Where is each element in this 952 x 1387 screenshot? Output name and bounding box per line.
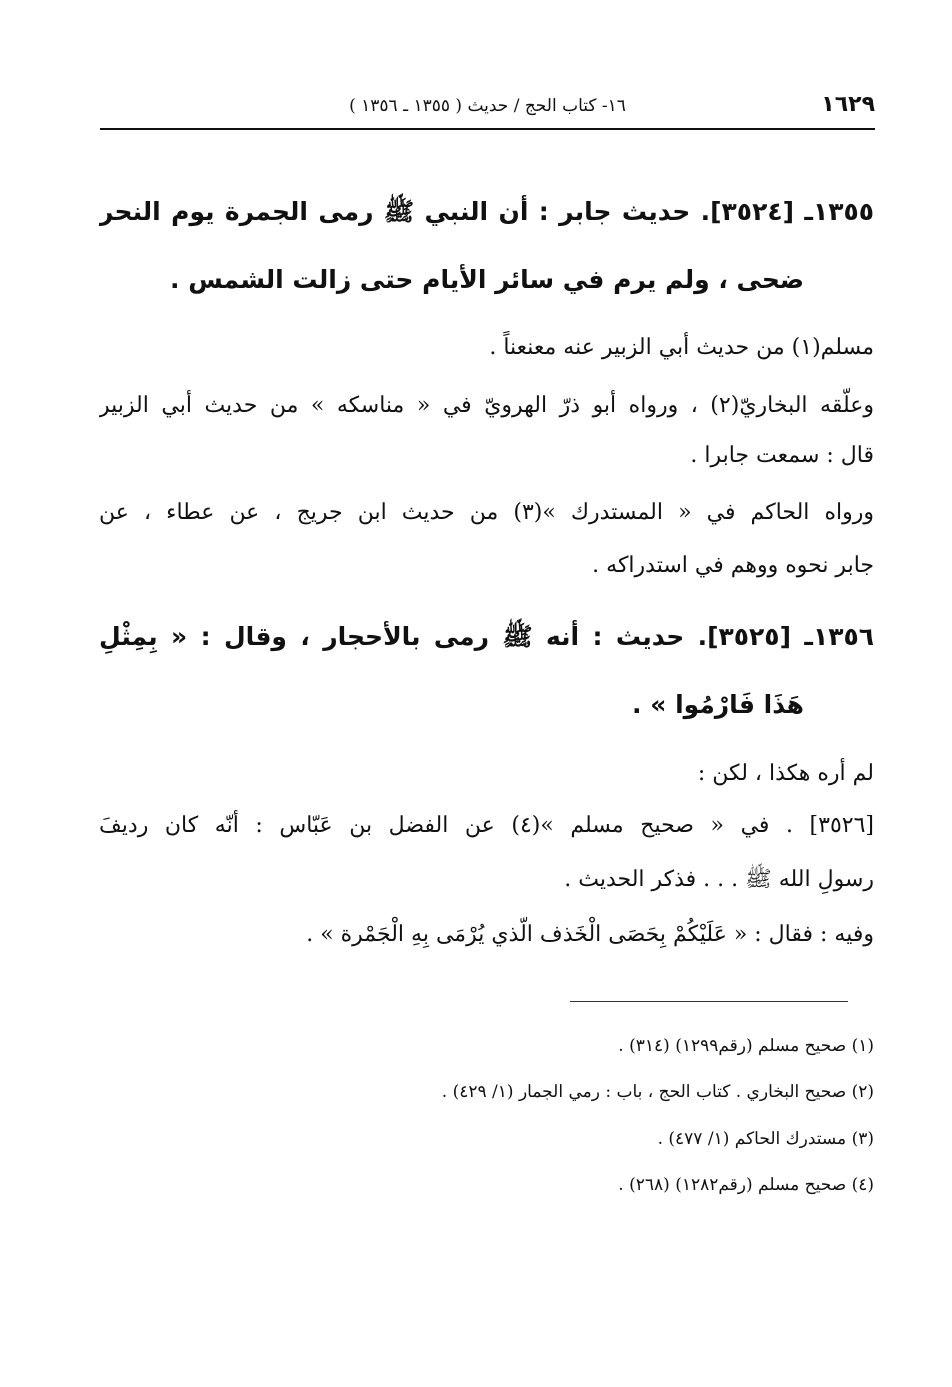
paragraph-2-line-1: وعلّقه البخاريّ(٢) ، ورواه أبو ذرّ الهرويّ في « مناسكه » من حديث أبي الزبير	[99, 393, 874, 418]
footnote-4: (٤) صحيح مسلم (رقم١٢٨٢) (٢٦٨) .	[618, 1175, 874, 1195]
paragraph-4-line-1: لم أره هكذا ، لكن :	[697, 761, 874, 786]
footnote-2: (٢) صحيح البخاري . كتاب الحج ، باب : رمي الجمار (١/ ٤٢٩) .	[441, 1082, 874, 1102]
footnote-3: (٣) مستدرك الحاكم (١/ ٤٧٧) .	[657, 1129, 874, 1149]
paragraph-6-line-1: وفيه : فقال : « عَلَيْكُمْ بِحَصَى الْخَذف الّذي يُرْمَى بِهِ الْجَمْرة » .	[306, 922, 874, 947]
footnote-divider	[570, 1001, 848, 1002]
paragraph-3-line-2: جابر نحوه ووهم في استدراكه .	[592, 553, 874, 578]
paragraph-5-line-2: رسولِ الله ﷺ . . . فذكر الحديث .	[564, 867, 874, 892]
hadith-1355-line-1: ١٣٥٥ـ [٣٥٢٤]. حديث جابر : أن النبي ﷺ رمى الجمرة يوم النحر	[99, 197, 874, 226]
paragraph-3-line-1: ورواه الحاكم في « المستدرك »(٣) من حديث ابن جريج ، عن عطاء ، عن	[99, 500, 874, 525]
running-title: ١٦- كتاب الحج / حديث ( ١٣٥٥ ـ ١٣٥٦ )	[349, 96, 626, 116]
paragraph-5-line-1: [٣٥٢٦] . في « صحيح مسلم »(٤) عن الفضل بن عَبّاس : أنّه كان رديفَ	[99, 813, 874, 838]
page-number: ١٦٢٩	[821, 92, 875, 117]
paragraph-2-line-2: قال : سمعت جابرا .	[690, 443, 874, 468]
footnote-1: (١) صحيح مسلم (رقم١٢٩٩) (٣١٤) .	[618, 1036, 874, 1056]
running-header	[100, 92, 875, 130]
hadith-1356-line-1: ١٣٥٦ـ [٣٥٢٥]. حديث : أنه ﷺ رمى بالأحجار ، وقال : « بِمِثْلِ	[99, 622, 874, 651]
hadith-1355-line-2: ضحى ، ولم يرم في سائر الأيام حتى زالت الشمس .	[170, 265, 804, 294]
paragraph-1-line-1: مسلم(١) من حديث أبي الزبير عنه معنعناً .	[489, 335, 874, 360]
hadith-1356-line-2: هَذَا فَارْمُوا » .	[632, 690, 804, 719]
